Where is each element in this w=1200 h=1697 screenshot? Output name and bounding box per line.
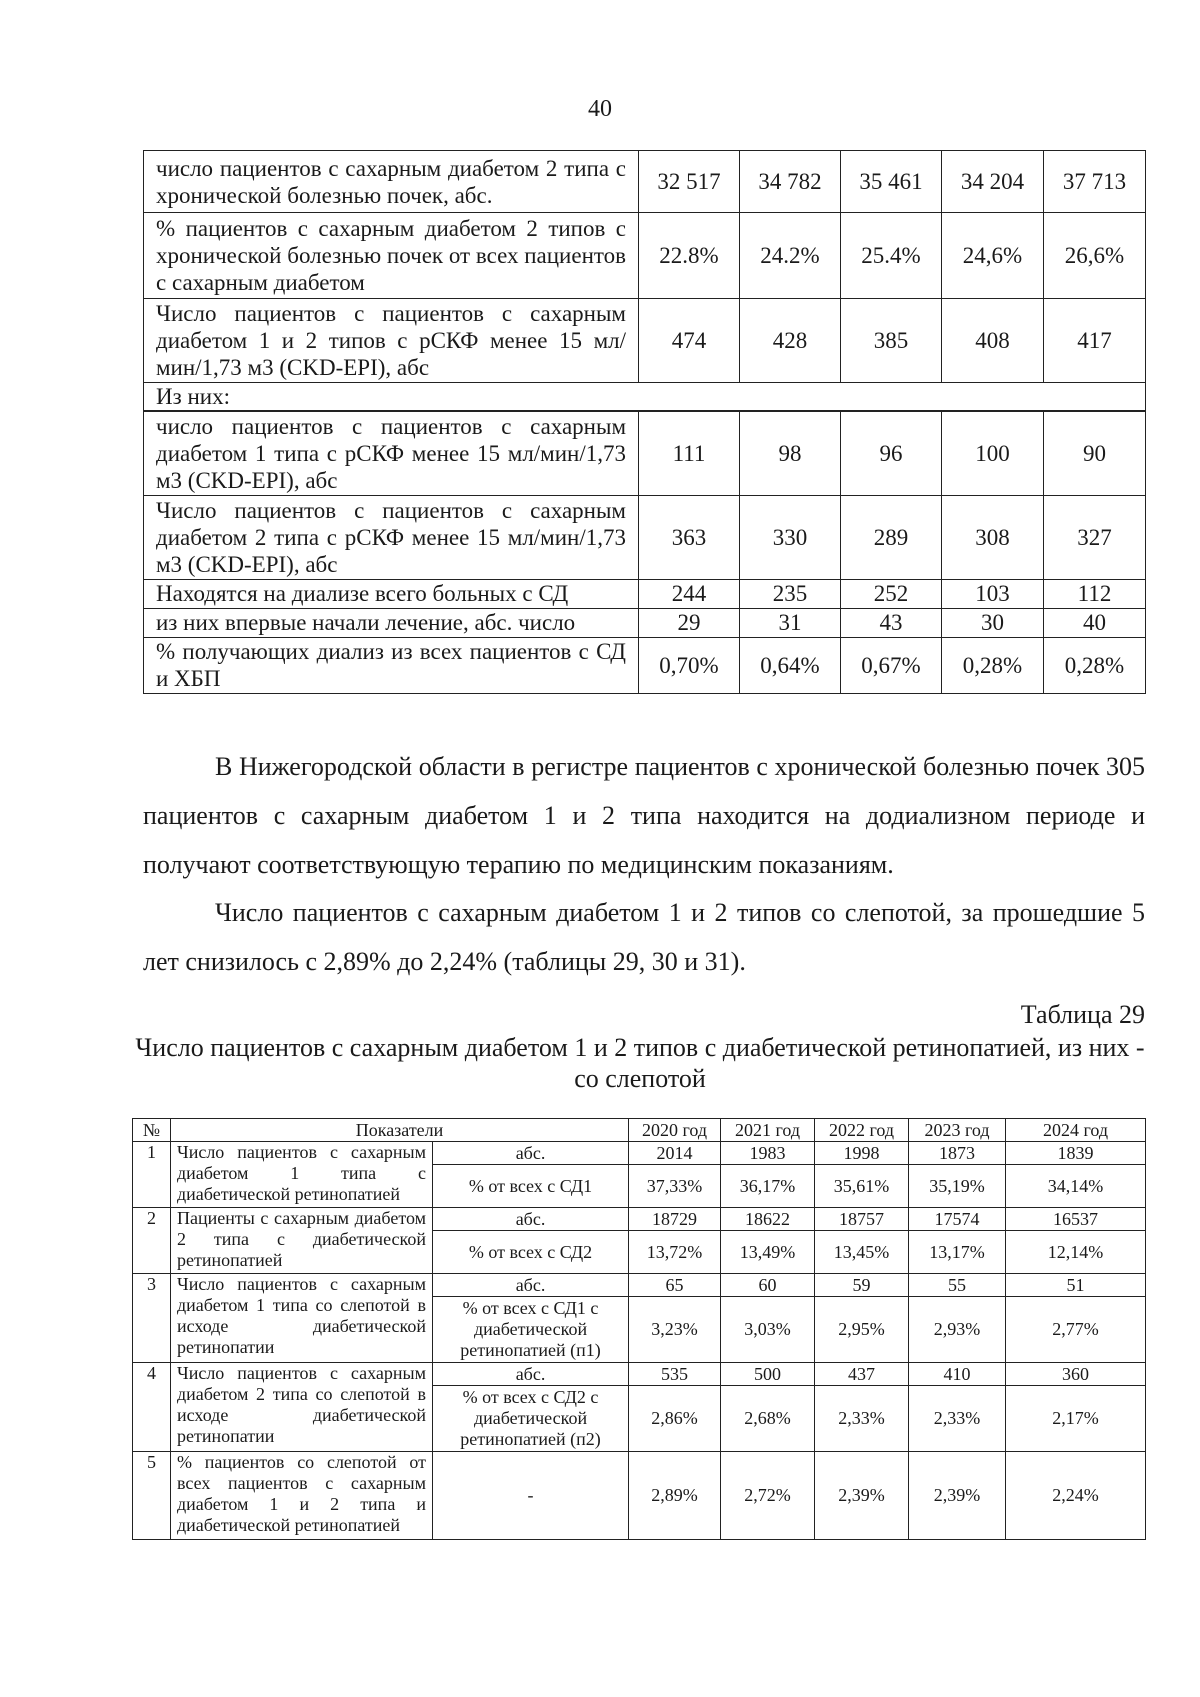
- cell-value: 29: [639, 608, 740, 637]
- measure-label: абс.: [433, 1274, 629, 1297]
- cell-value: 65: [629, 1274, 721, 1297]
- cell-value: 2014: [629, 1142, 721, 1165]
- cell-value: 327: [1044, 495, 1146, 579]
- cell-value: 2,86%: [629, 1386, 721, 1452]
- cell-value: 2,33%: [909, 1386, 1006, 1452]
- header-indicators: Показатели: [171, 1119, 629, 1142]
- table-caption: Таблица 29: [1020, 1000, 1145, 1029]
- table-row: [144, 213, 1146, 299]
- cell-value: 2,72%: [721, 1452, 815, 1540]
- cell-value: 60: [721, 1274, 815, 1297]
- cell-value: 535: [629, 1363, 721, 1386]
- cell-value: 24.2%: [740, 213, 841, 299]
- cell-value: 289: [841, 495, 942, 579]
- row-number: 4: [133, 1363, 171, 1452]
- row-label: число пациентов с сахарным диабетом 2 типа с хронической болезнью почек, абс.: [144, 151, 639, 213]
- cell-value: 12,14%: [1006, 1231, 1146, 1274]
- measure-label: -: [433, 1452, 629, 1540]
- cell-value: 330: [740, 495, 841, 579]
- table-row: [133, 1274, 1146, 1297]
- cell-value: 2,95%: [815, 1297, 909, 1363]
- cell-value: 98: [740, 411, 841, 495]
- row-label: из них впервые начали лечение, абс. число: [144, 608, 639, 637]
- cell-value: 1839: [1006, 1142, 1146, 1165]
- row-number: 1: [133, 1142, 171, 1208]
- header-year: 2022 год: [815, 1119, 909, 1142]
- cell-value: 18757: [815, 1208, 909, 1231]
- header-row: [133, 1119, 1146, 1142]
- measure-label: абс.: [433, 1142, 629, 1165]
- header-num: №: [133, 1119, 171, 1142]
- cell-value: 410: [909, 1363, 1006, 1386]
- cell-value: 1873: [909, 1142, 1006, 1165]
- table-row: [133, 1208, 1146, 1231]
- row-label: % получающих диализ из всех пациентов с СД и ХБП: [144, 637, 639, 693]
- cell-value: 244: [639, 579, 740, 608]
- cell-value: 2,33%: [815, 1386, 909, 1452]
- cell-value: 34,14%: [1006, 1165, 1146, 1208]
- cell-value: 252: [841, 579, 942, 608]
- paragraph-text: В Нижегородской области в регистре пациентов с хронической болезнью почек 305 пациентов с сахарным диабетом 1 и 2 типа находится на додиализном периоде и получают соответствующую терапию по медицинским показаниям.: [143, 752, 1145, 879]
- cell-value: 51: [1006, 1274, 1146, 1297]
- cell-value: 35 461: [841, 151, 942, 213]
- cell-value: 31: [740, 608, 841, 637]
- cell-value: 103: [942, 579, 1044, 608]
- cell-value: 2,39%: [815, 1452, 909, 1540]
- row-label: Число пациентов с пациентов с сахарным диабетом 1 и 2 типов с рСКФ менее 15 мл/мин/1,73 м3 (CKD-EPI), абс: [144, 299, 639, 383]
- page-number: 40: [588, 96, 612, 122]
- table-row: [144, 495, 1146, 579]
- cell-value: 18622: [721, 1208, 815, 1231]
- row-description: Число пациентов с сахарным диабетом 1 типа с диабетической ретинопатией: [171, 1142, 433, 1208]
- cell-value: 13,45%: [815, 1231, 909, 1274]
- cell-value: 308: [942, 495, 1044, 579]
- table-row: [144, 299, 1146, 383]
- cell-value: 90: [1044, 411, 1146, 495]
- subheading-label: Из них:: [144, 383, 1146, 412]
- cell-value: 26,6%: [1044, 213, 1146, 299]
- cell-value: 417: [1044, 299, 1146, 383]
- row-description: Пациенты с сахарным диабетом 2 типа с диабетической ретинопатией: [171, 1208, 433, 1274]
- table-row: [144, 579, 1146, 608]
- cell-value: 428: [740, 299, 841, 383]
- row-label: % пациентов с сахарным диабетом 2 типов с хронической болезнью почек от всех пациентов с сахарным диабетом: [144, 213, 639, 299]
- cell-value: 18729: [629, 1208, 721, 1231]
- cell-value: 36,17%: [721, 1165, 815, 1208]
- cell-value: 34 782: [740, 151, 841, 213]
- cell-value: 500: [721, 1363, 815, 1386]
- cell-value: 2,77%: [1006, 1297, 1146, 1363]
- cell-value: 111: [639, 411, 740, 495]
- cell-value: 35,19%: [909, 1165, 1006, 1208]
- table-row: [144, 608, 1146, 637]
- measure-label: % от всех с СД2: [433, 1231, 629, 1274]
- cell-value: 2,68%: [721, 1386, 815, 1452]
- measure-label: абс.: [433, 1363, 629, 1386]
- cell-value: 408: [942, 299, 1044, 383]
- table-row: [133, 1142, 1146, 1165]
- cell-value: 2,39%: [909, 1452, 1006, 1540]
- measure-label: % от всех с СД1: [433, 1165, 629, 1208]
- retinopathy-table: [132, 1118, 1146, 1540]
- cell-value: 1983: [721, 1142, 815, 1165]
- cell-value: 2,24%: [1006, 1452, 1146, 1540]
- row-label: Число пациентов с пациентов с сахарным диабетом 2 типа с рСКФ менее 15 мл/мин/1,73 м3 (CKD-EPI), абс: [144, 495, 639, 579]
- cell-value: 25.4%: [841, 213, 942, 299]
- measure-label: абс.: [433, 1208, 629, 1231]
- measure-label: % от всех с СД2 с диабетической ретинопатией (п2): [433, 1386, 629, 1452]
- cell-value: 0,64%: [740, 637, 841, 693]
- cell-value: 40: [1044, 608, 1146, 637]
- cell-value: 3,03%: [721, 1297, 815, 1363]
- cell-value: 24,6%: [942, 213, 1044, 299]
- cell-value: 43: [841, 608, 942, 637]
- row-number: 5: [133, 1452, 171, 1540]
- row-description: Число пациентов с сахарным диабетом 2 типа со слепотой в исходе диабетической ретинопатии: [171, 1363, 433, 1452]
- cell-value: 22.8%: [639, 213, 740, 299]
- cell-value: 474: [639, 299, 740, 383]
- cell-value: 360: [1006, 1363, 1146, 1386]
- cell-value: 235: [740, 579, 841, 608]
- cell-value: 30: [942, 608, 1044, 637]
- row-description: Число пациентов с сахарным диабетом 1 типа со слепотой в исходе диабетической ретинопатии: [171, 1274, 433, 1363]
- row-number: 3: [133, 1274, 171, 1363]
- cell-value: 100: [942, 411, 1044, 495]
- cell-value: 112: [1044, 579, 1146, 608]
- header-year: 2024 год: [1006, 1119, 1146, 1142]
- cell-value: 96: [841, 411, 942, 495]
- cell-value: 0,28%: [942, 637, 1044, 693]
- table-row: [144, 383, 1146, 412]
- cell-value: 35,61%: [815, 1165, 909, 1208]
- paragraph-dialysis: [143, 742, 1145, 889]
- header-year: 2020 год: [629, 1119, 721, 1142]
- paragraph-text: Число пациентов с сахарным диабетом 1 и 2 типов со слепотой, за прошедшие 5 лет снизилось с 2,89% до 2,24% (таблицы 29, 30 и 31).: [143, 898, 1145, 976]
- cell-value: 13,17%: [909, 1231, 1006, 1274]
- cell-value: 13,49%: [721, 1231, 815, 1274]
- cell-value: 55: [909, 1274, 1006, 1297]
- cell-value: 3,23%: [629, 1297, 721, 1363]
- row-label: Находятся на диализе всего больных с СД: [144, 579, 639, 608]
- paragraph-blindness: [143, 888, 1145, 986]
- header-year: 2021 год: [721, 1119, 815, 1142]
- row-number: 2: [133, 1208, 171, 1274]
- continuation-table: [143, 150, 1146, 694]
- cell-value: 2,93%: [909, 1297, 1006, 1363]
- measure-label: % от всех с СД1 с диабетической ретинопатией (п1): [433, 1297, 629, 1363]
- cell-value: 16537: [1006, 1208, 1146, 1231]
- header-year: 2023 год: [909, 1119, 1006, 1142]
- cell-value: 32 517: [639, 151, 740, 213]
- cell-value: 37,33%: [629, 1165, 721, 1208]
- cell-value: 0,28%: [1044, 637, 1146, 693]
- cell-value: 437: [815, 1363, 909, 1386]
- table-row: [133, 1363, 1146, 1386]
- row-label: число пациентов с пациентов с сахарным диабетом 1 типа с рСКФ менее 15 мл/мин/1,73 м3 (CKD-EPI), абс: [144, 411, 639, 495]
- cell-value: 1998: [815, 1142, 909, 1165]
- cell-value: 2,89%: [629, 1452, 721, 1540]
- cell-value: 13,72%: [629, 1231, 721, 1274]
- cell-value: 17574: [909, 1208, 1006, 1231]
- table-row: [144, 637, 1146, 693]
- row-description: % пациентов со слепотой от всех пациентов с сахарным диабетом 1 и 2 типа и диабетической ретинопатией: [171, 1452, 433, 1540]
- cell-value: 2,17%: [1006, 1386, 1146, 1452]
- table-row: [144, 411, 1146, 495]
- cell-value: 37 713: [1044, 151, 1146, 213]
- cell-value: 385: [841, 299, 942, 383]
- cell-value: 0,70%: [639, 637, 740, 693]
- table-row: [133, 1452, 1146, 1540]
- table-title: Число пациентов с сахарным диабетом 1 и 2 типов с диабетической ретинопатией, из них - со слепотой: [135, 1033, 1145, 1093]
- cell-value: 363: [639, 495, 740, 579]
- cell-value: 0,67%: [841, 637, 942, 693]
- cell-value: 34 204: [942, 151, 1044, 213]
- table-row: [144, 151, 1146, 213]
- cell-value: 59: [815, 1274, 909, 1297]
